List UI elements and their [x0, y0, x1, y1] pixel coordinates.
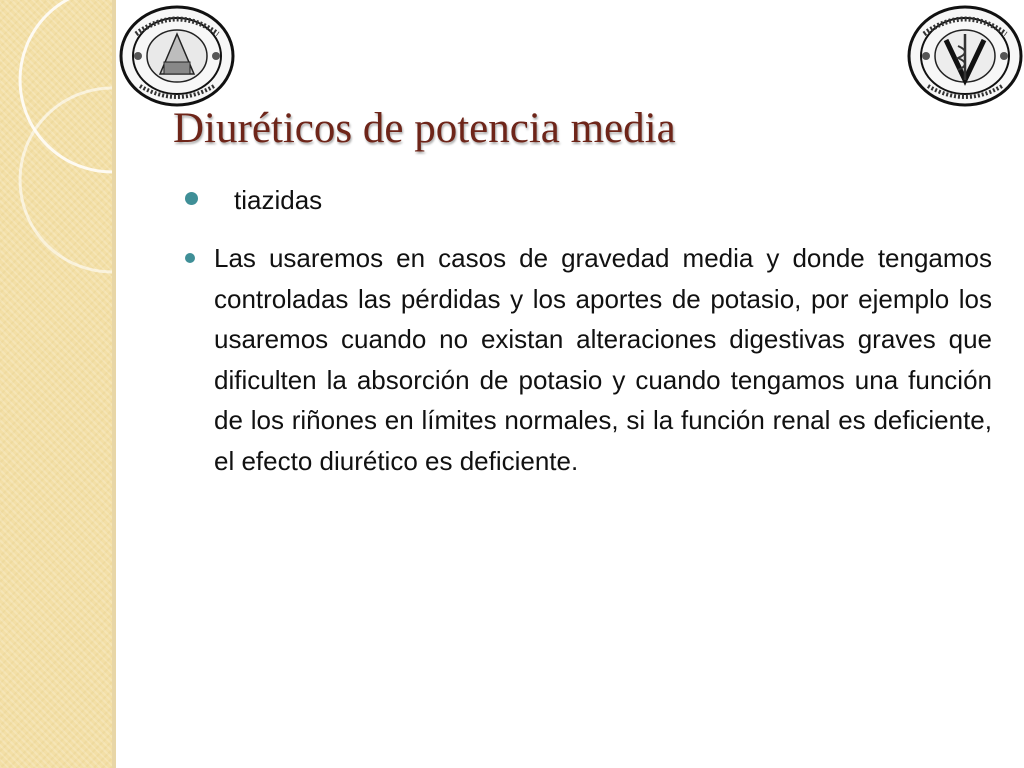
university-seal-icon [118, 4, 236, 108]
bullet-icon [185, 192, 198, 205]
bullet-text: tiazidas [234, 185, 323, 215]
bullet-icon [185, 253, 195, 263]
veterinary-faculty-seal-icon [906, 4, 1024, 108]
slide-title: Diuréticos de potencia media [173, 105, 676, 152]
bullet-list [180, 178, 992, 481]
decorative-circles [0, 0, 112, 300]
band-edge [112, 0, 116, 768]
list-item [180, 178, 992, 222]
decorative-side-band [0, 0, 112, 768]
bullet-text: Las usaremos en casos de gravedad media y donde tengamos controladas las pérdidas y los aportes de potasio, por ejemplo los usaremos cuando no existan alteraciones digestivas graves que dificulten la absorción de potasio y cuando tengamos una función de los riñones en límites normales, si la función renal es deficiente, el efecto diurético es deficiente. [214, 243, 992, 476]
list-item [180, 238, 992, 481]
